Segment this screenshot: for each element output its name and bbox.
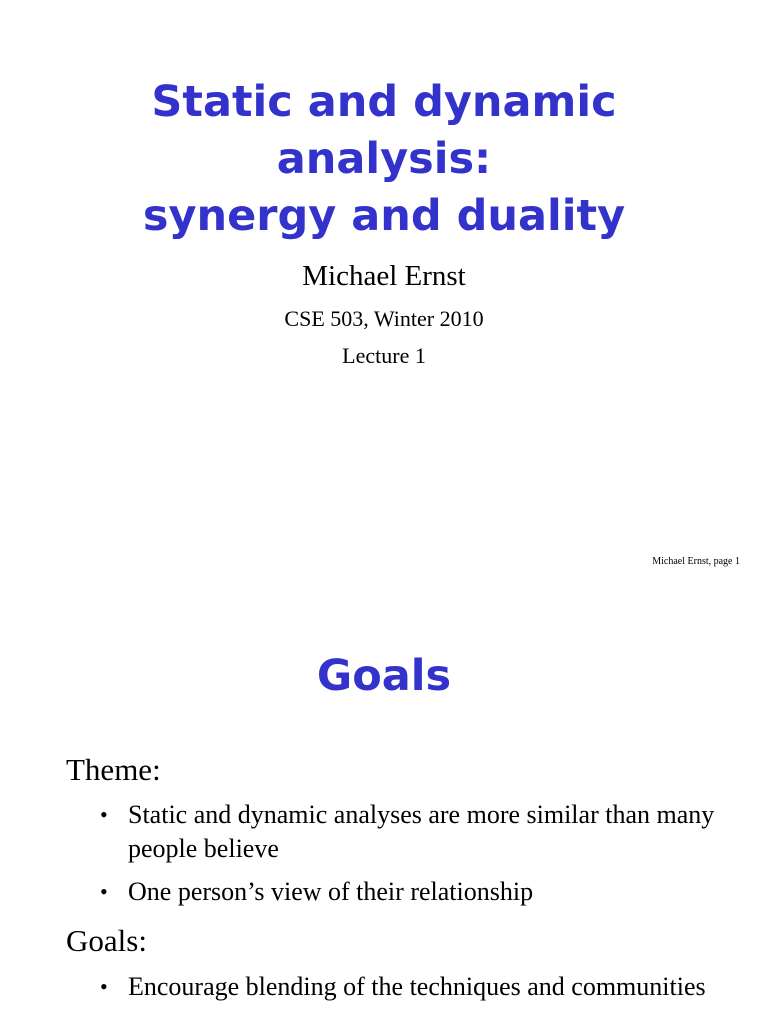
slide-title: [0, 74, 768, 245]
title-line-1: Static and dynamic: [151, 77, 617, 127]
bullet-dot-icon: •: [100, 802, 108, 827]
bullet-dot-icon: •: [100, 974, 108, 999]
list-item: [100, 970, 740, 1004]
title-line-2: analysis:: [276, 134, 492, 184]
theme-bullet-list: [100, 798, 740, 909]
bullet-text: Encourage blending of the techniques and communities: [128, 972, 706, 1001]
goals-heading: Goals:: [66, 923, 147, 958]
bullet-text: Static and dynamic analyses are more similar than many people believe: [128, 800, 715, 863]
page-footer: Michael Ernst, page 1: [652, 556, 740, 567]
lecture-number: Lecture 1: [342, 343, 426, 368]
slide-title: Goals: [316, 651, 452, 701]
title-line-3: synergy and duality: [142, 191, 626, 241]
course-info: CSE 503, Winter 2010: [284, 306, 484, 331]
list-item: [100, 798, 740, 866]
theme-heading: Theme:: [66, 752, 161, 787]
list-item: [100, 875, 740, 909]
bullet-dot-icon: •: [100, 879, 108, 904]
bullet-text: One person’s view of their relationship: [128, 877, 534, 906]
goals-bullet-list: [100, 970, 740, 1004]
slide-2: [0, 590, 768, 1024]
author-name: Michael Ernst: [302, 260, 466, 292]
